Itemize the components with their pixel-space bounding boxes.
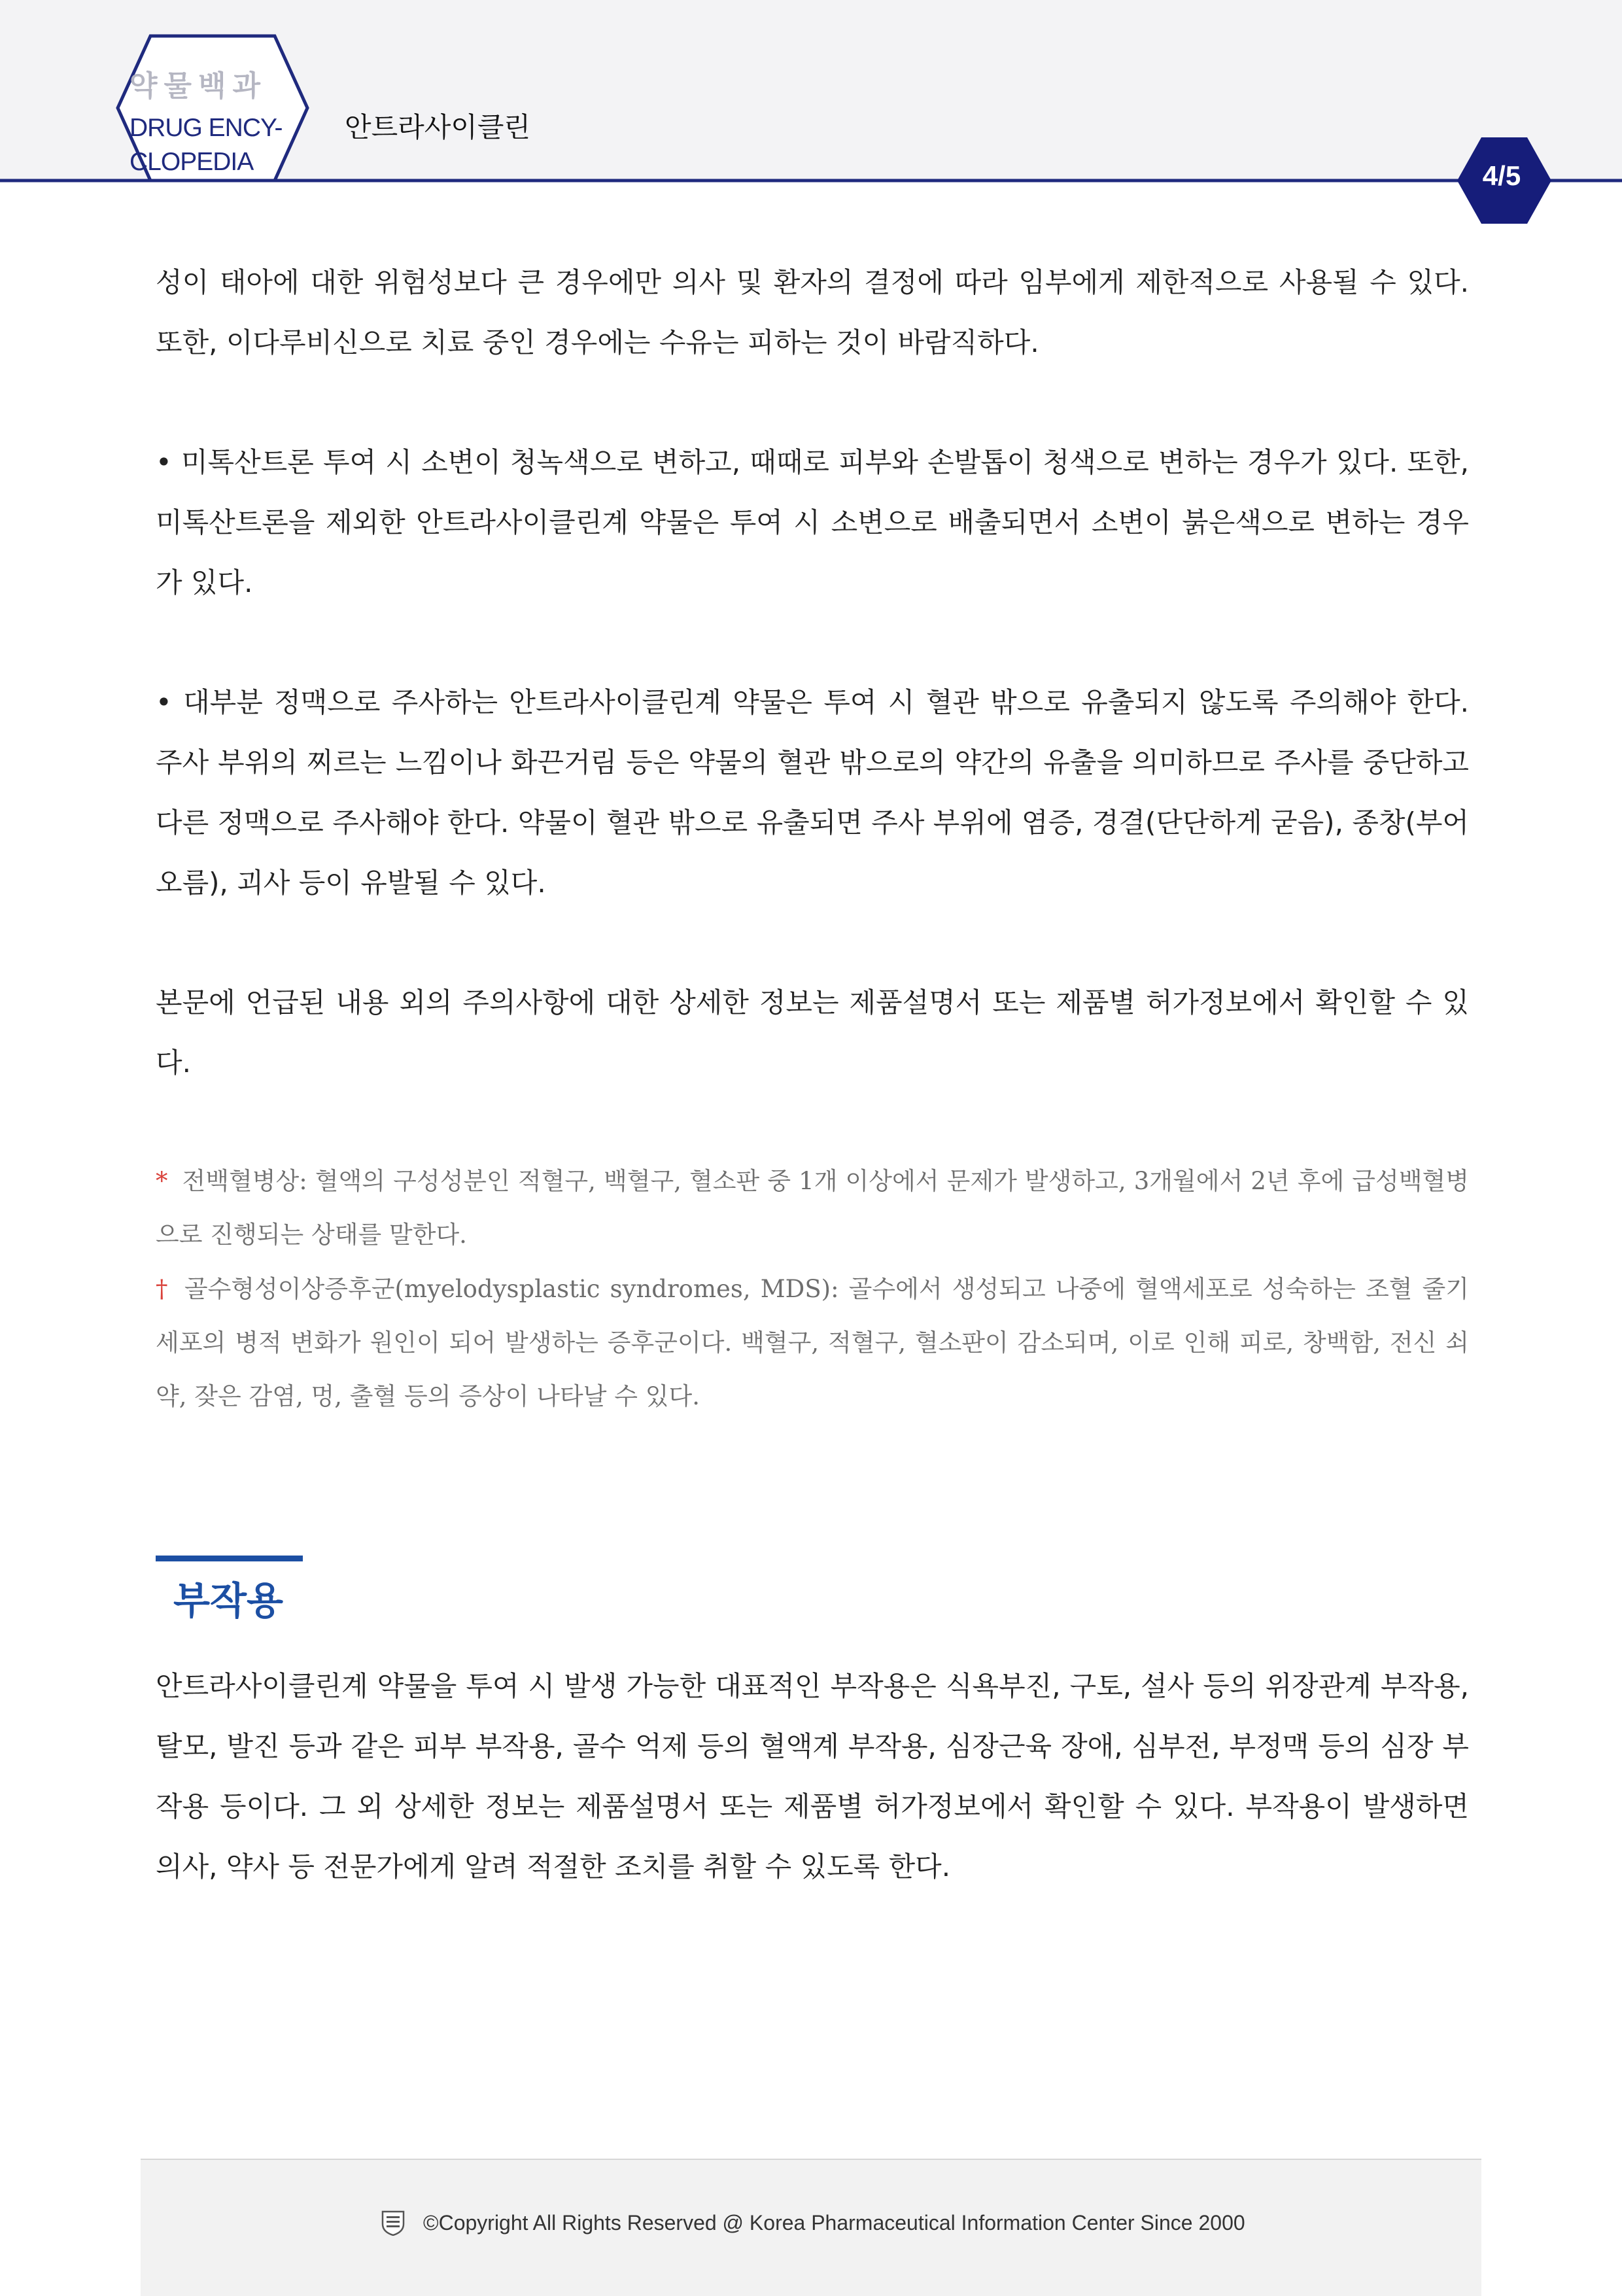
- footnote-2: [156, 1262, 1469, 1423]
- paragraph-2: 본문에 언급된 내용 외의 주의사항에 대한 상세한 정보는 제품설명서 또는 제품별 허가정보에서 확인할 수 있다.: [156, 986, 1469, 1079]
- logo-english-line-1: DRUG ENCY-: [129, 114, 283, 142]
- bullet-paragraph-1: • 미톡산트론 투여 시 소변이 청녹색으로 변하고, 때때로 피부와 손발톱이 청색으로 변하는 경우가 있다. 또한, 미톡산트론을 제외한 안트라사이클린계 약물은 투여 시 소변으로 배출되면서 소변이 붉은색으로 변하는 경우가 있다.: [156, 446, 1469, 599]
- section-body: 안트라사이클린계 약물을 투여 시 발생 가능한 대표적인 부작용은 식욕부진, 구토, 설사 등의 위장관계 부작용, 탈모, 발진 등과 같은 피부 부작용, 골수 억제 등의 혈액계 부작용, 심장근육 장애, 심부전, 부정맥 등의 심장 부작용 등이다. 그 외 상세한 정보는 제품설명서 또는 제품별 허가정보에서 확인할 수 있다. 부작용이 발생하면 의사, 약사 등 전문가에게 알려 적절한 조치를 취할 수 있도록 한다.: [156, 1670, 1469, 1883]
- shield-emblem-icon: [381, 2210, 405, 2236]
- logo-english-text: [129, 111, 300, 179]
- page-number: 4/5: [1482, 160, 1521, 191]
- footnote-2-text: 골수형성이상증후군(myelodysplastic syndromes, MDS): 골수에서 생성되고 나중에 혈액세포로 성숙하는 조혈 줄기세포의 병적 변화가 원인이 되어 발생하는 증후군이다. 백혈구, 적혈구, 혈소판이 감소되며, 이로 인해 피로, 창백함, 전신 쇠약, 잦은 감염, 멍, 출혈 등의 증상이 나타날 수 있다.: [156, 1275, 1469, 1410]
- footnote-1-mark: *: [156, 1167, 168, 1195]
- footnote-1-text: 전백혈병상: 혈액의 구성성분인 적혈구, 백혈구, 혈소판 중 1개 이상에서 문제가 발생하고, 3개월에서 2년 후에 급성백혈병으로 진행되는 상태를 말한다.: [156, 1167, 1469, 1249]
- footnote-2-mark: †: [156, 1275, 170, 1303]
- document-title: 안트라사이클린: [345, 111, 531, 143]
- bullet-paragraph-2: • 대부분 정맥으로 주사하는 안트라사이클린계 약물은 투여 시 혈관 밖으로 유출되지 않도록 주의해야 한다. 주사 부위의 찌르는 느낌이나 화끈거림 등은 약물의 혈관 밖으로의 약간의 유출을 의미하므로 주사를 중단하고 다른 정맥으로 주사해야 한다. 약물이 혈관 밖으로 유출되면 주사 부위에 염증, 경결(단단하게 굳음), 종창(부어오름), 괴사 등이 유발될 수 있다.: [156, 686, 1469, 899]
- footer-copyright: ©Copyright All Rights Reserved @ Korea Pharmaceutical Information Center Since 2000: [423, 2211, 1245, 2235]
- paragraph-1: 성이 태아에 대한 위험성보다 큰 경우에만 의사 및 환자의 결정에 따라 임부에게 제한적으로 사용될 수 있다. 또한, 이다루비신으로 치료 중인 경우에는 수유는 피하는 것이 바람직하다.: [156, 266, 1469, 358]
- section-title-bar: [156, 1556, 303, 1561]
- logo-korean-text: 약물백과: [129, 69, 267, 103]
- section-title: 부작용: [173, 1578, 284, 1623]
- footnote-1: [156, 1155, 1469, 1262]
- logo-english-line-2: CLOPEDIA: [129, 148, 254, 176]
